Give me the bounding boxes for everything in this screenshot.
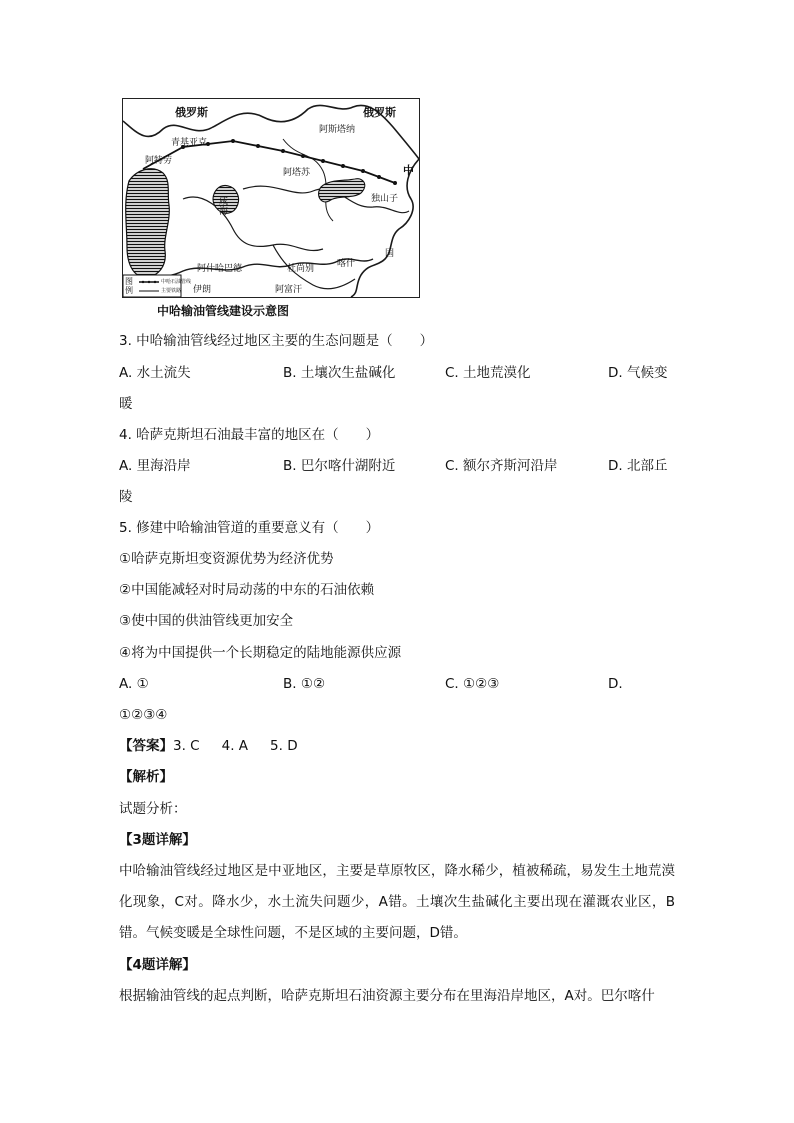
- q5-statement-1: ①哈萨克斯坦变资源优势为经济优势: [119, 551, 334, 567]
- q3-detail-title: 【3题详解】: [119, 832, 196, 848]
- q5-option-c: C. ①②③: [445, 676, 500, 692]
- answer-4: 4. A: [221, 738, 249, 754]
- label-zhong: 中: [403, 164, 414, 177]
- q3-option-b: B. 土壤次生盐碱化: [283, 365, 396, 381]
- legend-rail-label: 主要铁路: [161, 288, 182, 294]
- q3-option-a: A. 水土流失: [119, 365, 191, 381]
- q4-stem: 4. 哈萨克斯坦石油最丰富的地区在（ ）: [119, 427, 380, 443]
- q4-option-c: C. 额尔齐斯河沿岸: [445, 458, 558, 474]
- caspian-sea: [126, 169, 170, 277]
- q4-detail-text: 根据输油管线的起点判断，哈萨克斯坦石油资源主要分布在里海沿岸地区，A对。巴尔喀什: [119, 988, 655, 1004]
- label-dushanzi: 独山子: [371, 194, 399, 204]
- label-atasu: 阿塔苏: [283, 168, 311, 178]
- q3-option-d-wrap: 暖: [119, 396, 133, 412]
- legend-pipeline-label: 中哈石油管线: [161, 279, 192, 285]
- label-astana: 阿斯塔纳: [319, 125, 356, 135]
- label-xianhai: 咸海: [219, 197, 229, 217]
- pipeline-map: [122, 98, 420, 298]
- q5-option-d: D.: [608, 676, 623, 692]
- q5-statement-2: ②中国能减轻对时局动荡的中东的石油依赖: [119, 582, 375, 598]
- inner-border-1: [183, 197, 323, 250]
- answer-5: 5. D: [270, 738, 298, 754]
- answer-tag: 【答案】: [119, 738, 173, 754]
- label-atyrau: 阿特劳: [145, 156, 173, 166]
- q4-option-a: A. 里海沿岸: [119, 458, 191, 474]
- q4-option-d: D. 北部丘: [608, 458, 668, 474]
- label-qingjiya: 青基亚克: [171, 138, 208, 148]
- q5-statement-3: ③使中国的供油管线更加安全: [119, 613, 294, 629]
- label-afghanistan: 阿富汗: [275, 285, 303, 295]
- analysis-intro: 试题分析：: [119, 801, 187, 817]
- q3-stem: 3. 中哈输油管线经过地区主要的生态问题是（ ）: [119, 333, 434, 349]
- label-russia-left: 俄罗斯: [175, 106, 208, 119]
- label-kashi: 喀什: [337, 259, 356, 269]
- q5-option-b: B. ①②: [283, 676, 326, 692]
- label-guo: 国: [385, 249, 395, 259]
- q4-option-b: B. 巴尔喀什湖附近: [283, 458, 396, 474]
- q5-stem: 5. 修建中哈输油管道的重要意义有（ ）: [119, 520, 380, 536]
- analysis-tag: 【解析】: [119, 769, 173, 785]
- river: [283, 139, 333, 221]
- map-caption: 中哈输油管线建设示意图: [157, 304, 290, 318]
- q4-detail-title: 【4题详解】: [119, 957, 196, 973]
- q3-detail-text: 中哈输油管线经过地区是中亚地区，主要是草原牧区，降水稀少，植被稀疏，易发生土地荒漠化现象，C对。降水少，水土流失问题少，A错。土壤次生盐碱化主要出现在灌溉农业区，B错。气候变暖是全球性问题，不是区域的主要问题，D错。: [119, 863, 675, 941]
- q3-option-d: D. 气候变: [608, 365, 668, 381]
- answer-line: [119, 737, 298, 755]
- answer-3: 3. C: [173, 738, 200, 754]
- q4-option-d-wrap: 陵: [119, 489, 133, 505]
- label-iran: 伊朗: [193, 285, 212, 295]
- label-ashgabat: 阿什哈巴德: [197, 264, 243, 274]
- label-russia-right: 俄罗斯: [363, 106, 396, 119]
- q5-statement-4: ④将为中国提供一个长期稳定的陆地能源供应源: [119, 645, 402, 661]
- q3-option-c: C. 土地荒漠化: [445, 365, 531, 381]
- q5-option-d-wrap: ①②③④: [119, 707, 168, 723]
- q5-option-a: A. ①: [119, 676, 149, 692]
- legend-title: 图例: [125, 277, 133, 295]
- label-dushanbe: 杜尚别: [287, 264, 315, 274]
